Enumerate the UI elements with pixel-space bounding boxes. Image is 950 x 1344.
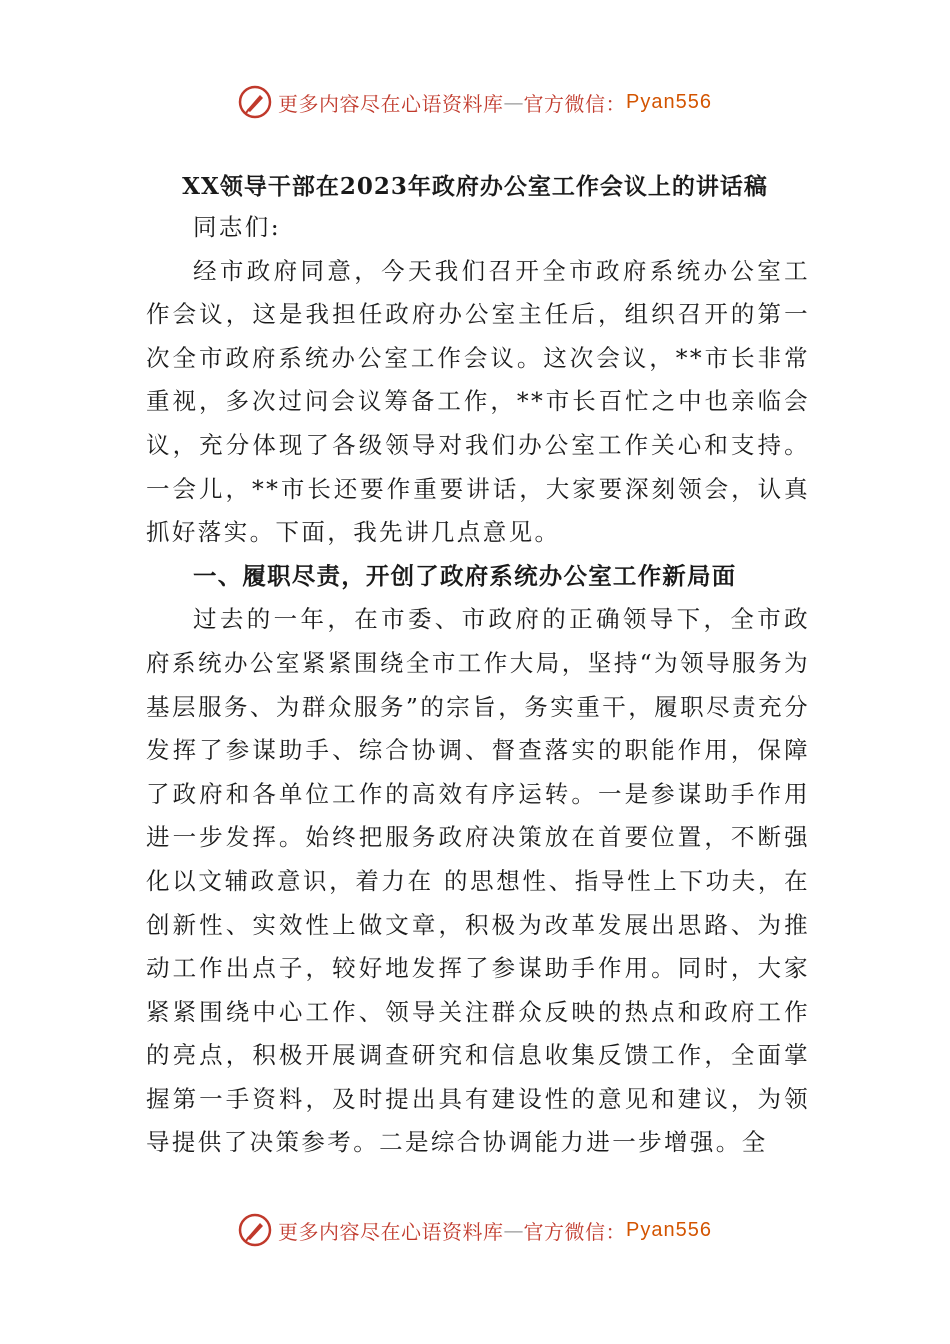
document-title: XX领导干部在2023年政府办公室工作会议上的讲话稿 (182, 173, 768, 200)
watermark-wechat-label: 官方微信： (523, 91, 627, 116)
intro-paragraph: 经市政府同意，今天我们召开全市政府系统办公室工作会议，这是我担任政府办公室主任后，组织召开的第一次全市政府系统办公室工作会议。这次会议，**市长非常重视，多次过问会议筹备工作，**市长百忙之中也亲临会议，充分体现了各级领导对我们办公室工作关心和支持。一会儿，**市长还要作重要讲话，大家要深刻领会，认真抓好落实。下面，我先讲几点意见。 (146, 256, 810, 547)
watermark-separator: — (503, 90, 524, 114)
section-heading: 一、履职尽责，开创了政府系统办公室工作新局面 (193, 561, 737, 590)
watermark-wechat-id: Pyan556 (626, 1218, 712, 1241)
footer-watermark (0, 1210, 950, 1250)
section-paragraph: 过去的一年，在市委、市政府的正确领导下，全市政府系统办公室紧紧围绕全市工作大局，坚持“为领导服务为基层服务、为群众服务”的宗旨，务实重干，履职尽责充分发挥了参谋助手、综合协调、督查落实的职能作用，保障了政府和各单位工作的高效有序运转。一是参谋助手作用进一步发挥。始终把服务政府决策放在首要位置，不断强化以文辅政意识，着力在 的思想性、指导性上下功夫，在创新性、实效性上做文章，积极为改革发展出思路、为推动工作出点子，较好地发挥了参谋助手作用。同时，大家紧紧围绕中心工作、领导关注群众反映的热点和政府工作的亮点，积极开展调查研究和信息收集反馈工作，全面掌握第一手资料，及时提出具有建设性的意见和建议，为领导提供了决策参考。二是综合协调能力进一步增强。全 (146, 605, 810, 1157)
header-watermark (0, 82, 950, 122)
watermark-wechat-label: 官方微信： (523, 1219, 627, 1244)
quill-logo-icon (238, 1213, 272, 1247)
quill-logo-icon (238, 85, 272, 119)
watermark-text: 更多内容尽在心语资料库 (278, 91, 504, 116)
salutation: 同志们: (193, 213, 282, 241)
watermark-wechat-id: Pyan556 (626, 90, 712, 113)
watermark-text: 更多内容尽在心语资料库 (278, 1219, 504, 1244)
watermark-separator: — (503, 1218, 524, 1242)
document-body (146, 206, 810, 1165)
